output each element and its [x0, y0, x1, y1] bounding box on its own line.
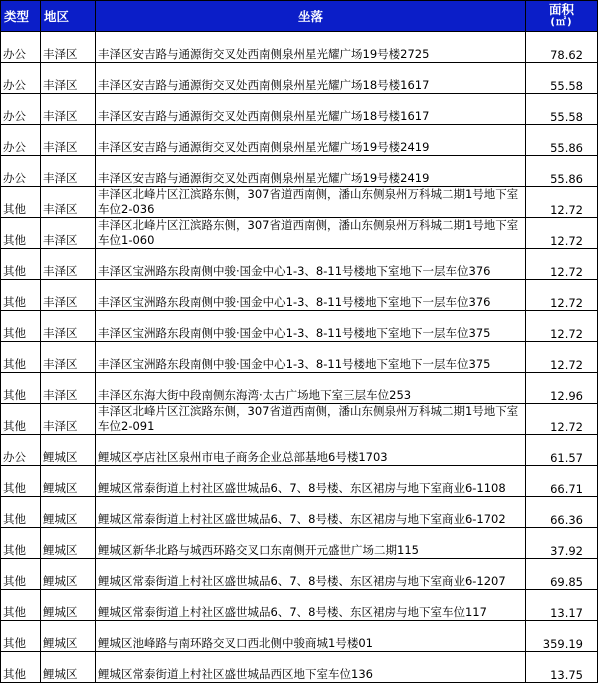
table-row	[1, 249, 598, 280]
cell-location	[96, 497, 526, 528]
cell-location	[96, 652, 526, 683]
table-row	[1, 187, 598, 218]
cell-district: 丰泽区	[41, 218, 96, 249]
cell-area: 55.86	[526, 125, 598, 156]
table-row	[1, 528, 598, 559]
cell-area: 66.36	[526, 497, 598, 528]
location-text: 鲤城区常泰街道上村社区盛世城品6、7、8号楼、东区裙房与地下室车位117	[98, 605, 487, 619]
cell-type: 办公	[1, 156, 41, 187]
cell-district: 丰泽区	[41, 32, 96, 63]
cell-type: 其他	[1, 497, 41, 528]
cell-district: 丰泽区	[41, 342, 96, 373]
cell-district: 丰泽区	[41, 311, 96, 342]
table-row	[1, 280, 598, 311]
location-text: 丰泽区北峰片区江滨路东侧，307省道西南侧，潘山东侧泉州万科城二期1号地下室车位1-060	[98, 218, 519, 247]
cell-district: 丰泽区	[41, 156, 96, 187]
cell-area: 12.72	[526, 342, 598, 373]
cell-type: 其他	[1, 652, 41, 683]
cell-location	[96, 373, 526, 404]
cell-district: 丰泽区	[41, 404, 96, 435]
table-row	[1, 652, 598, 683]
table-row	[1, 63, 598, 94]
cell-area: 12.72	[526, 280, 598, 311]
cell-district: 丰泽区	[41, 125, 96, 156]
cell-area: 12.72	[526, 249, 598, 280]
cell-area: 55.58	[526, 63, 598, 94]
header-area	[526, 1, 598, 32]
cell-district: 鲤城区	[41, 497, 96, 528]
location-text: 丰泽区安吉路与通源街交叉处西南侧泉州星光耀广场18号楼1617	[98, 109, 430, 123]
table-row	[1, 342, 598, 373]
location-text: 鲤城区常泰街道上村社区盛世城品6、7、8号楼、东区裙房与地下室商业6-1702	[98, 512, 506, 526]
cell-district: 鲤城区	[41, 466, 96, 497]
cell-type: 办公	[1, 125, 41, 156]
cell-location	[96, 590, 526, 621]
table-row	[1, 404, 598, 435]
location-text: 鲤城区常泰街道上村社区盛世城品6、7、8号楼、东区裙房与地下室商业6-1207	[98, 574, 506, 588]
cell-location	[96, 528, 526, 559]
location-text: 鲤城区亭店社区泉州市电子商务企业总部基地6号楼1703	[98, 450, 388, 464]
location-text: 鲤城区常泰街道上村社区盛世城品西区地下室车位136	[98, 667, 373, 681]
cell-location	[96, 156, 526, 187]
table-row	[1, 311, 598, 342]
location-text: 丰泽区安吉路与通源街交叉处西南侧泉州星光耀广场19号楼2725	[98, 47, 430, 61]
location-text: 丰泽区宝洲路东段南侧中骏·国金中心1-3、8-11号楼地下室地下一层车位375	[98, 326, 491, 340]
table-row	[1, 435, 598, 466]
cell-district: 丰泽区	[41, 249, 96, 280]
table-row	[1, 559, 598, 590]
cell-area: 61.57	[526, 435, 598, 466]
cell-location	[96, 249, 526, 280]
header-type: 类型	[1, 1, 41, 32]
cell-type: 其他	[1, 342, 41, 373]
location-text: 丰泽区宝洲路东段南侧中骏·国金中心1-3、8-11号楼地下室地下一层车位376	[98, 295, 491, 309]
cell-district: 丰泽区	[41, 373, 96, 404]
cell-location	[96, 280, 526, 311]
cell-location	[96, 187, 526, 218]
cell-district: 丰泽区	[41, 187, 96, 218]
cell-area: 359.19	[526, 621, 598, 652]
cell-location	[96, 32, 526, 63]
cell-district: 丰泽区	[41, 63, 96, 94]
cell-type: 办公	[1, 32, 41, 63]
cell-type: 其他	[1, 311, 41, 342]
cell-location	[96, 63, 526, 94]
table-row	[1, 466, 598, 497]
location-text: 丰泽区东海大街中段南侧东海湾·太古广场地下室三层车位253	[98, 388, 412, 402]
cell-district: 丰泽区	[41, 280, 96, 311]
cell-type: 办公	[1, 435, 41, 466]
header-location: 坐落	[96, 1, 526, 32]
table-row	[1, 497, 598, 528]
location-text: 鲤城区新华北路与城西环路交叉口东南侧开元盛世广场二期115	[98, 543, 419, 557]
cell-type: 其他	[1, 528, 41, 559]
location-text: 丰泽区宝洲路东段南侧中骏·国金中心1-3、8-11号楼地下室地下一层车位375	[98, 357, 491, 371]
cell-location	[96, 404, 526, 435]
cell-area: 55.86	[526, 156, 598, 187]
cell-type: 其他	[1, 559, 41, 590]
location-text: 丰泽区安吉路与通源街交叉处西南侧泉州星光耀广场19号楼2419	[98, 171, 430, 185]
cell-type: 办公	[1, 63, 41, 94]
location-text: 丰泽区北峰片区江滨路东侧，307省道西南侧，潘山东侧泉州万科城二期1号地下室车位2-091	[98, 404, 519, 433]
cell-location	[96, 218, 526, 249]
cell-type: 其他	[1, 404, 41, 435]
location-text: 鲤城区池峰路与南环路交叉口西北侧中骏商城1号楼01	[98, 636, 373, 650]
cell-district: 鲤城区	[41, 435, 96, 466]
table-row	[1, 373, 598, 404]
table-row	[1, 156, 598, 187]
table-row	[1, 94, 598, 125]
location-text: 丰泽区宝洲路东段南侧中骏·国金中心1-3、8-11号楼地下室地下一层车位376	[98, 264, 491, 278]
table-row	[1, 218, 598, 249]
header-area-label: 面积	[548, 2, 574, 17]
cell-area: 78.62	[526, 32, 598, 63]
cell-type: 其他	[1, 280, 41, 311]
cell-location	[96, 311, 526, 342]
cell-type: 其他	[1, 373, 41, 404]
cell-area: 12.72	[526, 311, 598, 342]
header-area-unit: (㎡)	[550, 17, 573, 28]
cell-type: 办公	[1, 94, 41, 125]
table-row	[1, 590, 598, 621]
cell-type: 其他	[1, 466, 41, 497]
cell-area: 12.72	[526, 187, 598, 218]
cell-location	[96, 342, 526, 373]
cell-location	[96, 435, 526, 466]
location-text: 丰泽区安吉路与通源街交叉处西南侧泉州星光耀广场18号楼1617	[98, 78, 430, 92]
cell-area: 69.85	[526, 559, 598, 590]
cell-type: 其他	[1, 590, 41, 621]
cell-area: 13.17	[526, 590, 598, 621]
table-body	[1, 32, 598, 683]
header-row	[1, 1, 598, 32]
cell-area: 66.71	[526, 466, 598, 497]
table-row	[1, 125, 598, 156]
cell-location	[96, 621, 526, 652]
cell-district: 鲤城区	[41, 652, 96, 683]
cell-area: 37.92	[526, 528, 598, 559]
cell-area: 13.75	[526, 652, 598, 683]
table-header	[1, 1, 598, 32]
cell-district: 鲤城区	[41, 559, 96, 590]
cell-type: 其他	[1, 249, 41, 280]
cell-district: 鲤城区	[41, 590, 96, 621]
cell-type: 其他	[1, 621, 41, 652]
cell-area: 12.96	[526, 373, 598, 404]
cell-location	[96, 94, 526, 125]
cell-district: 鲤城区	[41, 621, 96, 652]
cell-type: 其他	[1, 187, 41, 218]
cell-area: 55.58	[526, 94, 598, 125]
header-district: 地区	[41, 1, 96, 32]
cell-location	[96, 466, 526, 497]
cell-district: 丰泽区	[41, 94, 96, 125]
cell-area: 12.72	[526, 404, 598, 435]
cell-district: 鲤城区	[41, 528, 96, 559]
location-text: 丰泽区北峰片区江滨路东侧，307省道西南侧，潘山东侧泉州万科城二期1号地下室车位2-036	[98, 187, 519, 216]
cell-type: 其他	[1, 218, 41, 249]
table-row	[1, 32, 598, 63]
cell-location	[96, 559, 526, 590]
table-row	[1, 621, 598, 652]
location-text: 鲤城区常泰街道上村社区盛世城品6、7、8号楼、东区裙房与地下室商业6-1108	[98, 481, 506, 495]
cell-location	[96, 125, 526, 156]
cell-area: 12.72	[526, 218, 598, 249]
location-text: 丰泽区安吉路与通源街交叉处西南侧泉州星光耀广场19号楼2419	[98, 140, 430, 154]
